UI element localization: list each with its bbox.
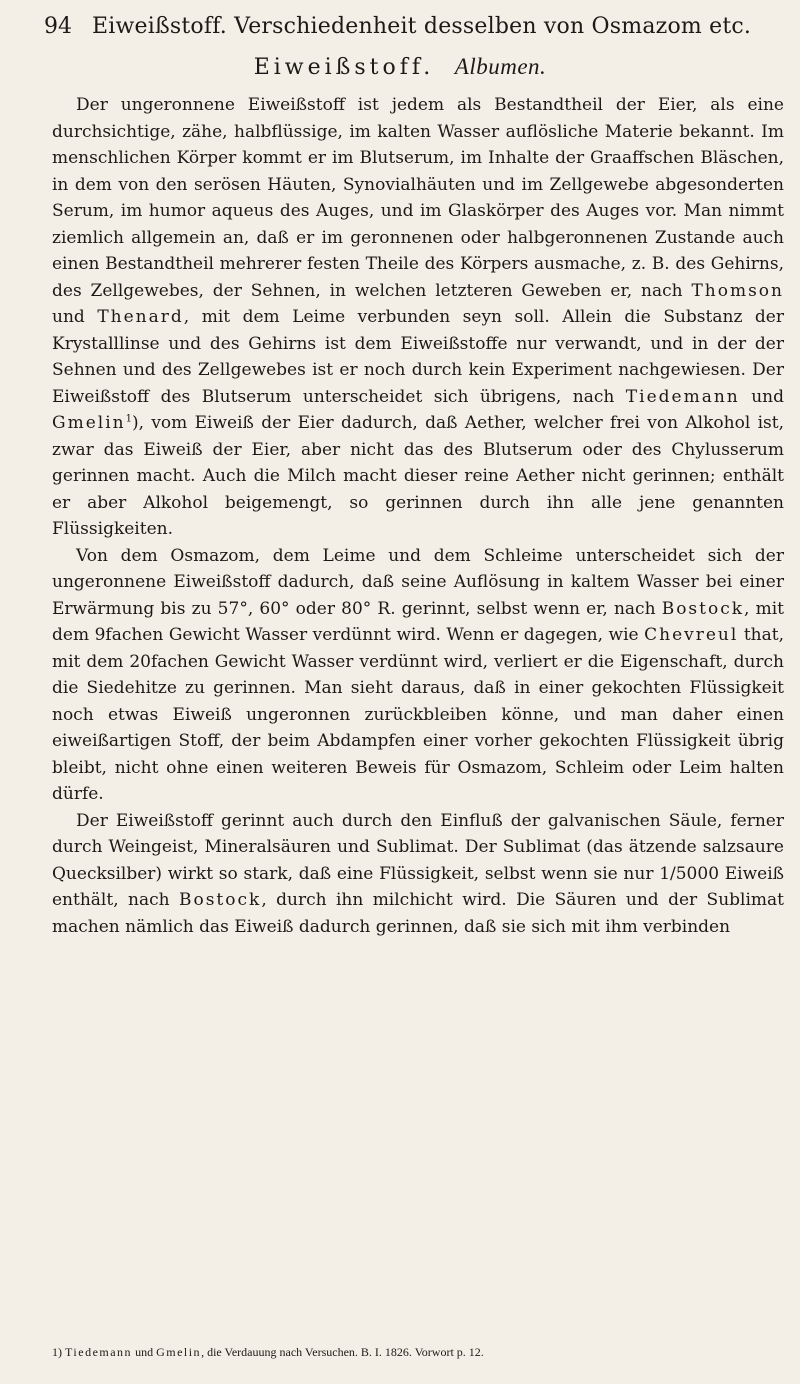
footnote-author-a: Tiedemann <box>65 1345 133 1359</box>
footnote-marker: 1) <box>52 1345 62 1359</box>
paragraph <box>52 808 784 941</box>
footnote <box>52 1344 792 1360</box>
author-name: Gmelin <box>52 413 126 433</box>
author-name: Thomson <box>691 280 784 301</box>
text-run: , mit dem Leime verbunden seyn soll. Allein die Substanz der Krystalllinse und des Gehirns ist dem Eiweißstoffe nur verwandt, und in der der Sehnen und des Zellgewebes ist er noch durch kein Experiment nachgewiesen. Der Eiweißstoff des Blutserum unterscheidet sich übrigens, nach <box>52 307 784 407</box>
text-run: , durch ihn milchicht wird. Die Säuren und der Sublimat machen nämlich das Eiweiß dadurch gerinnen, daß sie sich mit ihm verbinden <box>52 890 784 937</box>
paragraph <box>52 92 784 543</box>
author-name: Bostock <box>661 598 745 619</box>
text-run: Von dem Osmazom, dem Leime und dem Schleime unterscheidet sich der ungeronnene Eiweißstoff dadurch, daß seine Auflösung in kaltem Wasser bei einer Erwärmung bis zu 57°, 60° oder 80° R. gerinnt, selbst wenn er, nach <box>52 545 784 619</box>
author-name: Thenard <box>97 307 184 327</box>
footnote-author-b: Gmelin <box>156 1345 202 1359</box>
footnote-citation: , die Verdauung nach Versuchen. B. I. 1826. Vorwort p. 12. <box>201 1345 484 1359</box>
footnote-and: und <box>135 1345 154 1359</box>
author-name: Tiedemann <box>625 386 740 407</box>
running-title: Eiweißstoff. Verschiedenheit desselben von Osmazom etc. <box>92 14 752 39</box>
section-heading <box>0 54 800 80</box>
body-text <box>52 92 784 940</box>
text-run: Der ungeronnene Eiweißstoff ist jedem als Bestandtheil der Eier, als eine durchsichtige, zähe, halbflüssige, im kalten Wasser auflösliche Materie bekannt. Im menschlichen Körper kommt er im Blutserum, im Inhalte der Graaffschen Bläschen, in dem von den serösen Häuten, Synovialhäuten und im Zellgewebe abgesonderten Serum, im humor aqueus des Auges, und im Glaskörper des Auges vor. Man nimmt ziemlich allgemein an, daß er im geronnenen oder halbgeronnenen Zustande auch einen Bestandtheil mehrerer festen Theile des Körpers ausmache, z. B. des Gehirns, des Zellgewebes, der Sehnen, in welchen letzteren Geweben er, nach <box>52 95 784 301</box>
text-run: that, mit dem 20fachen Gewicht Wasser verdünnt wird, verliert er die Eigenschaft, durch die Siedehitze zu gerinnen. Man sieht daraus, daß in einer gekochten Flüssigkeit noch etwas Eiweiß ungeronnen zurückbleiben könne, und man daher einen eiweißartigen Stoff, der beim Abdampfen einer vorher gekochten Flüssigkeit übrig bleibt, nicht ohne einen weiteren Beweis für Osmazom, Schleim oder Leim halten dürfe. <box>52 625 784 804</box>
text-run: , mit dem 9fachen Gewicht Wasser verdünnt wird. Wenn er dagegen, wie <box>52 598 785 645</box>
text-run: und <box>739 386 784 407</box>
text-run: Der Eiweißstoff gerinnt auch durch den Einfluß der galvanischen Säule, ferner durch Weingeist, Mineralsäuren und Sublimat. Der Sublimat (das ätzende salzsaure Quecksilber) wirkt so stark, daß eine Flüssigkeit, selbst wenn sie nur 1/5000 Eiweiß enthält, nach <box>52 810 784 910</box>
page-number: 94 <box>44 14 72 39</box>
text-run: und <box>52 307 98 327</box>
page-header <box>44 14 770 39</box>
author-name: Chevreul <box>644 625 739 645</box>
author-name: Bostock <box>178 890 262 910</box>
paragraph <box>52 543 784 808</box>
footnote-reference: 1 <box>125 413 132 425</box>
section-term: Eiweißstoff. <box>253 55 435 80</box>
section-latin-term: Albumen. <box>454 54 547 79</box>
text-run: ), vom Eiweiß der Eier dadurch, daß Aether, welcher frei von Alkohol ist, zwar das Eiweiß der Eier, aber nicht das des Blutserum oder des Chylusserum gerinnen macht. Auch die Milch macht dieser reine Aether nicht gerinnen; enthält er aber Alkohol beigemengt, so gerinnen durch ihn alle jene genannten Flüssigkeiten. <box>52 413 784 539</box>
